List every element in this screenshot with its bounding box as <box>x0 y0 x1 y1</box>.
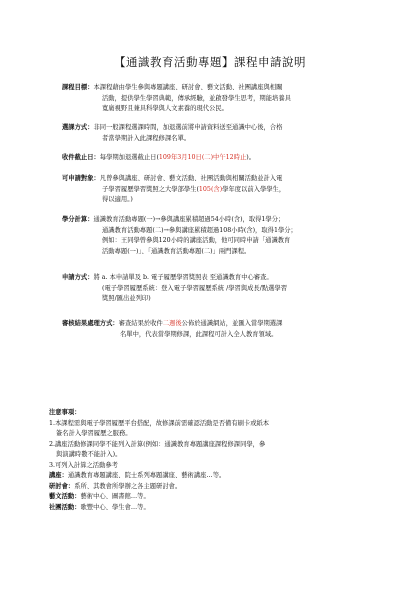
objective-line-3: 寬廣視野且兼具科學與人文素養的現代公民。 <box>102 105 228 112</box>
note-line-3: 2.講座活動修課同學不能列入計算(例如：通識教育專題講座課程修課同學，參 <box>49 440 266 448</box>
notes-section <box>49 408 369 513</box>
selection-label: 選課方式： <box>62 124 94 131</box>
selection-line-1: 選課方式：非同一般課程選課時間，加退選前將申請資料送至通識中心後，合格 <box>62 124 283 131</box>
credits-line-2: 通識教育活動專題(二)→參與講座累積超過108小時(含)，取得1學分； <box>102 226 297 234</box>
eligibility-line-3: 得以適用。) <box>102 196 133 203</box>
procedure-line-3: 獎照/匯出並列印) <box>102 295 151 302</box>
note-line-2: 簽名計入學習履歷之服務。 <box>56 430 132 437</box>
review-label: 審核結果處理方式： <box>62 320 119 327</box>
deadline-label: 收件截止日： <box>62 154 100 161</box>
section-procedure <box>62 273 362 305</box>
objective-label: 課程目標： <box>62 84 94 91</box>
note-line-1: 1.本課程需與電子學習履歷平台搭配，故修課前需確認活動是否備有刷卡或紙本 <box>49 419 270 427</box>
credits-line-3: 例如：王同學曾參與120小時的講座活動，他可同時申請「通識教育 <box>102 237 291 244</box>
note-line-5: 3.可列入計算之活動參考 <box>49 461 118 469</box>
deadline-date: 109年3月10日(二)中午12時止 <box>158 154 247 161</box>
eligibility-year-highlight: 105(含) <box>198 185 223 193</box>
review-line-1: 審核結果處理方式：審查結果於收件二週後公佈於通識網站，並匯入當學期選課 <box>62 320 283 327</box>
credits-label: 學分計算： <box>62 216 94 223</box>
section-deadline <box>62 153 362 164</box>
section-eligibility <box>62 174 362 206</box>
note-category-clubs: 社團活動：歌豐中心、學生會…等。 <box>49 503 150 511</box>
selection-line-2: 者當學期計入此課程修課名單。 <box>102 134 191 142</box>
section-selection <box>62 123 362 144</box>
page-title: 【通識教育活動專題】課程申請說明 <box>114 55 306 69</box>
credits-line-4: 活動專題(一)」、「通識教育活動專題(二)」兩門課程。 <box>102 247 251 255</box>
objective-line-1: 課程目標：本課程藉由學生參與專題講座、研討會、藝文活動、社團講座與相關 <box>62 84 283 91</box>
eligibility-line-1: 可申請對象：凡曾參與講座、研討會、藝文活動、社團活動與相關活動並計入電 <box>62 175 283 182</box>
procedure-line-1: 申請方式：將 a. 本申請單及 b. 電子履歷學習獎照表 至通識教育中心審查。 <box>62 274 273 281</box>
note-category-lecture: 講座：通識教育專題講座、院士系列專題講座、藝術講座…等。 <box>49 472 226 479</box>
procedure-line-2: (電子學習履歷系統：登入電子學習履歷系統 /學習與成長/點選學習 <box>102 284 288 292</box>
review-line-2: 名單中，代表當學期修課，此課程可計入全人教育領域。 <box>120 330 278 338</box>
eligibility-label: 可申請對象： <box>62 175 100 182</box>
review-period-highlight: 二週後 <box>162 320 182 327</box>
note-category-arts: 藝文活動：藝術中心、圖書館…等。 <box>49 493 150 500</box>
section-credits <box>62 215 362 257</box>
notes-heading: 注意事項： <box>49 409 81 416</box>
deadline-line: 收件截止日：每學期加退選截止日(109年3月10日(二)中午12時止)。 <box>62 154 256 161</box>
note-line-4: 與演講時數不能計入)。 <box>56 451 122 458</box>
credits-line-1: 學分計算：通識教育活動專題(一)→參與講座累積超過54小時(含)，取得1學分； <box>62 216 285 223</box>
eligibility-line-2: 子學習履歷學習獎照之大學部學生(105(含)學年度以前入學學生， <box>102 185 286 193</box>
section-objective <box>62 83 362 115</box>
objective-line-2: 活動，提供學生學習典範，傳承經驗，並啟發學生思考，期能培養具 <box>102 94 291 102</box>
section-review <box>62 319 372 340</box>
note-category-seminar: 研討會：系所、其教會所學辦之各主題研討會。 <box>49 482 182 490</box>
procedure-label: 申請方式： <box>62 274 94 281</box>
